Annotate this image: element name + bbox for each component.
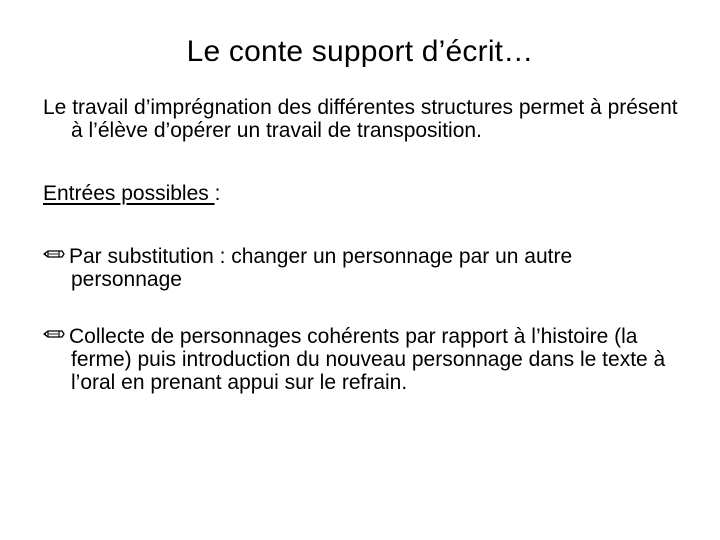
spacer xyxy=(43,205,683,245)
bullet-item-substitution xyxy=(43,245,683,291)
entries-heading-colon: : xyxy=(214,182,221,205)
slide-title: Le conte support d’écrit… xyxy=(186,35,534,68)
pencil-icon xyxy=(43,246,65,264)
intro-paragraph: Le travail d’imprégnation des différentes structures permet à présent à l’élève d’opérer un travail de transposition. xyxy=(43,96,678,142)
bullet-text: Par substitution : changer un personnage par un autre personnage xyxy=(69,245,573,291)
entries-heading: Entrées possibles xyxy=(43,182,215,205)
bullet-item-collecte xyxy=(43,325,683,394)
spacer xyxy=(43,142,683,182)
spacer xyxy=(43,291,683,325)
pencil-icon xyxy=(43,326,65,344)
slide-body xyxy=(43,96,683,394)
entries-heading-line xyxy=(43,182,683,205)
bullet-text: Collecte de personnages cohérents par rapport à l’histoire (la ferme) puis introduction du nouveau personnage dans le texte à l’oral en prenant appui sur le refrain. xyxy=(69,325,666,394)
